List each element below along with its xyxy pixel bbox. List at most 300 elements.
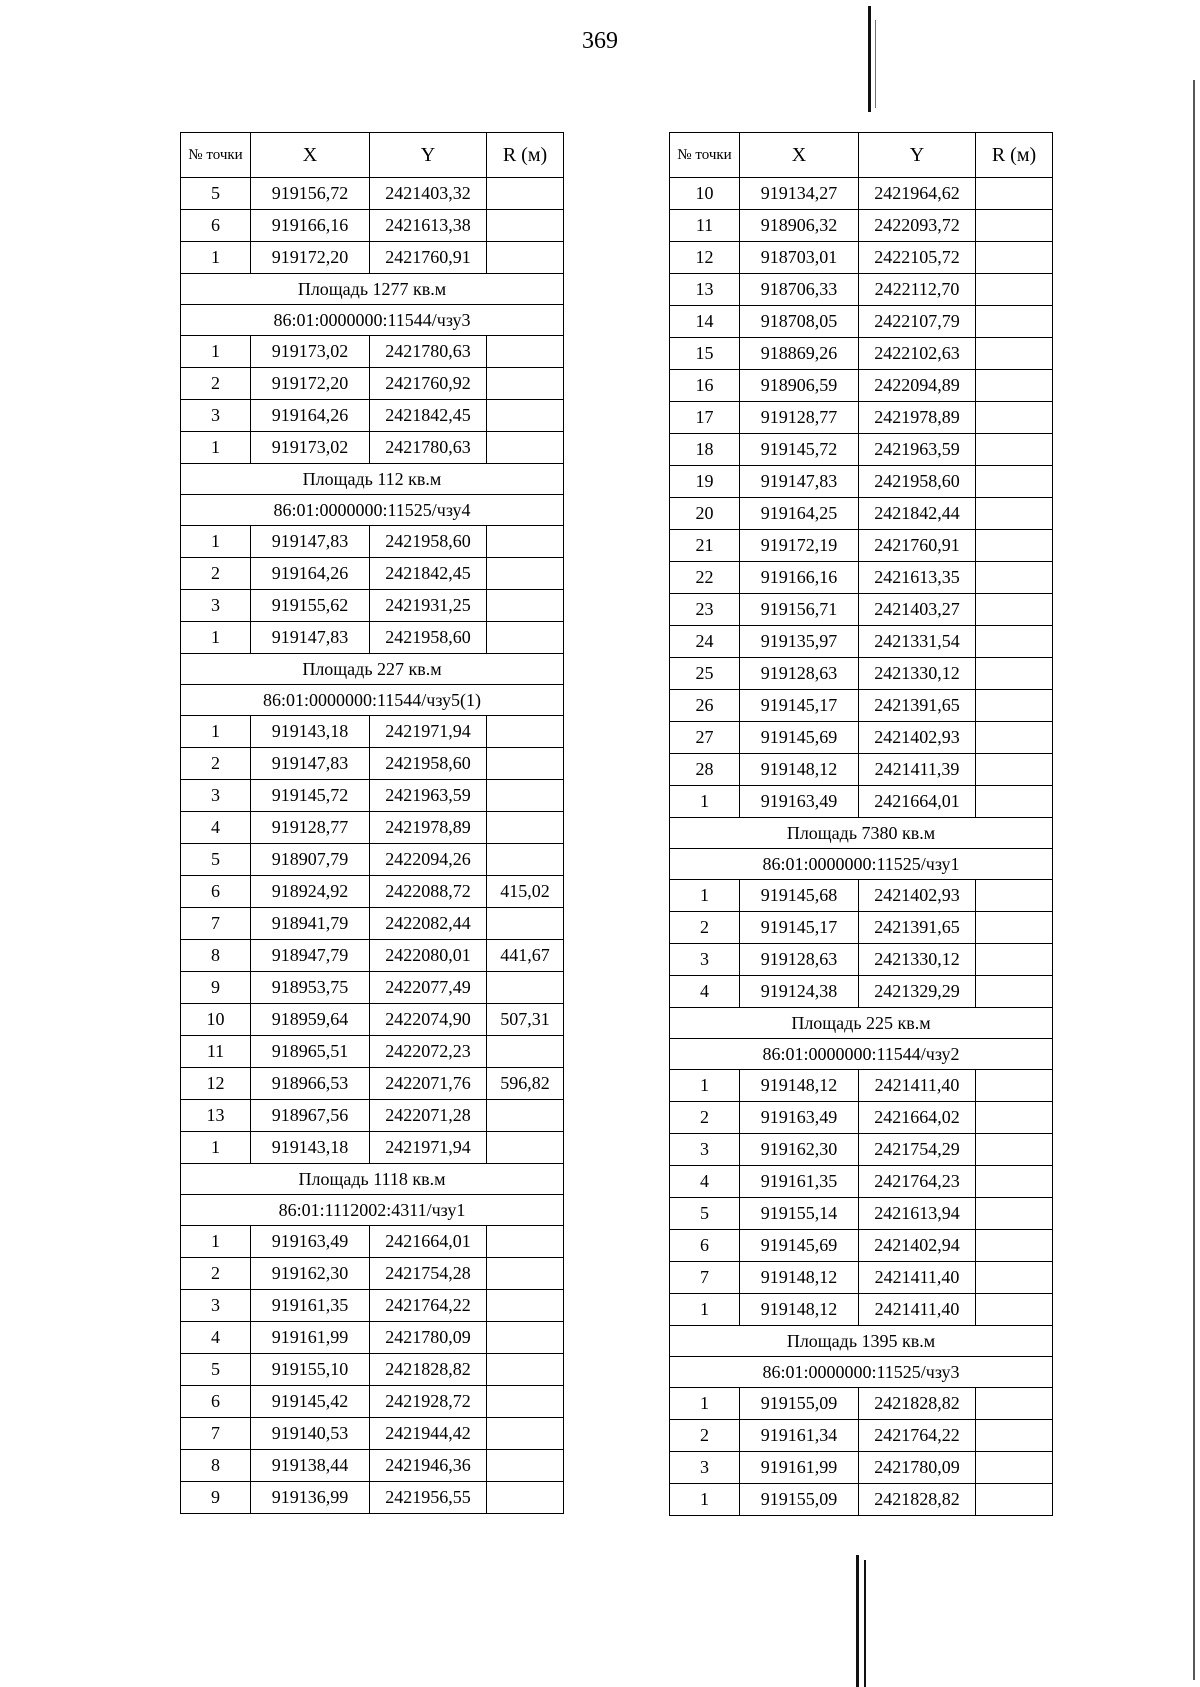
point-number-cell: 19 xyxy=(670,466,740,498)
y-coordinate-cell: 2421963,59 xyxy=(370,780,487,812)
table-row xyxy=(670,1452,1053,1484)
section-caption-row xyxy=(670,1008,1053,1039)
y-coordinate-cell: 2421780,09 xyxy=(370,1322,487,1354)
point-number-cell: 6 xyxy=(181,210,251,242)
radius-cell xyxy=(976,658,1053,690)
point-number-cell: 1 xyxy=(670,1484,740,1516)
binding-rule-bottom xyxy=(856,1555,859,1687)
table-row xyxy=(181,780,564,812)
table-row xyxy=(181,558,564,590)
radius-cell xyxy=(976,210,1053,242)
x-coordinate-cell: 919162,30 xyxy=(251,1258,370,1290)
point-number-cell: 4 xyxy=(181,812,251,844)
table-row xyxy=(670,658,1053,690)
x-coordinate-cell: 918959,64 xyxy=(251,1004,370,1036)
point-number-cell: 3 xyxy=(670,1134,740,1166)
table-row xyxy=(670,976,1053,1008)
point-number-cell: 2 xyxy=(670,912,740,944)
x-coordinate-cell: 918906,32 xyxy=(740,210,859,242)
section-caption-row xyxy=(181,685,564,716)
x-coordinate-cell: 919147,83 xyxy=(251,622,370,654)
table-row xyxy=(670,1484,1053,1516)
table-row xyxy=(181,1450,564,1482)
y-coordinate-cell: 2421842,45 xyxy=(370,558,487,590)
x-coordinate-cell: 919155,09 xyxy=(740,1484,859,1516)
y-coordinate-cell: 2421411,39 xyxy=(859,754,976,786)
point-number-cell: 20 xyxy=(670,498,740,530)
radius-cell xyxy=(976,306,1053,338)
x-coordinate-cell: 919161,99 xyxy=(740,1452,859,1484)
point-number-cell: 2 xyxy=(181,368,251,400)
radius-cell xyxy=(487,972,564,1004)
x-coordinate-cell: 919124,38 xyxy=(740,976,859,1008)
radius-cell xyxy=(976,1420,1053,1452)
table-row xyxy=(181,1482,564,1514)
y-coordinate-cell: 2421928,72 xyxy=(370,1386,487,1418)
point-number-cell: 8 xyxy=(181,1450,251,1482)
radius-cell xyxy=(976,754,1053,786)
radius-header: R (м) xyxy=(976,133,1053,178)
point-number-cell: 3 xyxy=(181,780,251,812)
radius-cell xyxy=(976,1134,1053,1166)
binding-rule-bottom-secondary xyxy=(864,1560,866,1687)
y-coordinate-cell: 2422071,76 xyxy=(370,1068,487,1100)
radius-cell: 507,31 xyxy=(487,1004,564,1036)
x-coordinate-cell: 919147,83 xyxy=(251,526,370,558)
point-number-cell: 5 xyxy=(670,1198,740,1230)
point-number-cell: 1 xyxy=(670,1388,740,1420)
y-coordinate-cell: 2421764,22 xyxy=(370,1290,487,1322)
x-coordinate-cell: 919147,83 xyxy=(251,748,370,780)
x-coordinate-cell: 919161,35 xyxy=(740,1166,859,1198)
point-number-cell: 14 xyxy=(670,306,740,338)
radius-cell xyxy=(976,1230,1053,1262)
x-coordinate-cell: 918907,79 xyxy=(251,844,370,876)
table-row xyxy=(181,1100,564,1132)
point-number-cell: 9 xyxy=(181,972,251,1004)
section-caption: 86:01:0000000:11525/чзу1 xyxy=(670,849,1053,880)
radius-cell xyxy=(487,210,564,242)
binding-rule-top xyxy=(868,6,871,112)
radius-cell xyxy=(976,1166,1053,1198)
radius-cell xyxy=(976,498,1053,530)
point-number-cell: 10 xyxy=(181,1004,251,1036)
table-row xyxy=(181,622,564,654)
radius-cell xyxy=(976,434,1053,466)
y-coordinate-cell: 2422071,28 xyxy=(370,1100,487,1132)
section-caption-row xyxy=(670,1039,1053,1070)
table-row xyxy=(181,1068,564,1100)
radius-cell xyxy=(487,748,564,780)
table-row xyxy=(670,498,1053,530)
table-row xyxy=(181,526,564,558)
point-number-cell: 18 xyxy=(670,434,740,466)
radius-cell xyxy=(487,1450,564,1482)
point-number-cell: 25 xyxy=(670,658,740,690)
point-number-header: № точки xyxy=(670,133,740,178)
section-caption-row xyxy=(181,495,564,526)
y-coordinate-cell: 2422094,26 xyxy=(370,844,487,876)
x-coordinate-cell: 919164,26 xyxy=(251,400,370,432)
x-coordinate-cell: 919156,71 xyxy=(740,594,859,626)
radius-cell xyxy=(487,526,564,558)
x-coordinate-cell: 918941,79 xyxy=(251,908,370,940)
radius-cell xyxy=(976,562,1053,594)
y-coordinate-cell: 2422105,72 xyxy=(859,242,976,274)
point-number-cell: 12 xyxy=(670,242,740,274)
x-coordinate-cell: 919173,02 xyxy=(251,432,370,464)
x-coordinate-cell: 919148,12 xyxy=(740,1262,859,1294)
x-coordinate-cell: 919164,26 xyxy=(251,558,370,590)
section-caption-row xyxy=(181,274,564,305)
point-number-cell: 8 xyxy=(181,940,251,972)
table-row xyxy=(670,912,1053,944)
table-row xyxy=(670,338,1053,370)
table-row xyxy=(181,1132,564,1164)
x-coordinate-cell: 919135,97 xyxy=(740,626,859,658)
point-number-cell: 2 xyxy=(181,1258,251,1290)
y-coordinate-cell: 2421754,29 xyxy=(859,1134,976,1166)
radius-cell xyxy=(487,178,564,210)
y-header: Y xyxy=(370,133,487,178)
x-coordinate-cell: 919143,18 xyxy=(251,716,370,748)
x-coordinate-cell: 919155,10 xyxy=(251,1354,370,1386)
x-coordinate-cell: 919148,12 xyxy=(740,754,859,786)
table-row xyxy=(670,178,1053,210)
point-number-cell: 1 xyxy=(181,716,251,748)
y-coordinate-cell: 2421946,36 xyxy=(370,1450,487,1482)
y-coordinate-cell: 2421764,22 xyxy=(859,1420,976,1452)
radius-cell xyxy=(487,1100,564,1132)
y-coordinate-cell: 2422088,72 xyxy=(370,876,487,908)
point-number-cell: 24 xyxy=(670,626,740,658)
x-coordinate-cell: 919128,77 xyxy=(251,812,370,844)
radius-cell xyxy=(976,1484,1053,1516)
point-number-cell: 1 xyxy=(181,1132,251,1164)
x-coordinate-cell: 919138,44 xyxy=(251,1450,370,1482)
y-coordinate-cell: 2422080,01 xyxy=(370,940,487,972)
section-caption: 86:01:0000000:11525/чзу4 xyxy=(181,495,564,526)
radius-cell xyxy=(976,1102,1053,1134)
y-coordinate-cell: 2421828,82 xyxy=(370,1354,487,1386)
radius-cell xyxy=(487,1226,564,1258)
left-table-body xyxy=(181,178,564,1514)
radius-cell xyxy=(976,1198,1053,1230)
x-coordinate-cell: 919145,68 xyxy=(740,880,859,912)
point-number-cell: 23 xyxy=(670,594,740,626)
table-header-row xyxy=(670,133,1053,178)
point-number-cell: 11 xyxy=(181,1036,251,1068)
point-number-cell: 12 xyxy=(181,1068,251,1100)
y-coordinate-cell: 2421760,92 xyxy=(370,368,487,400)
table-row xyxy=(181,1258,564,1290)
y-coordinate-cell: 2421391,65 xyxy=(859,690,976,722)
x-coordinate-cell: 919148,12 xyxy=(740,1070,859,1102)
point-number-cell: 3 xyxy=(181,590,251,622)
radius-cell xyxy=(487,812,564,844)
y-coordinate-cell: 2421780,63 xyxy=(370,432,487,464)
radius-cell xyxy=(487,590,564,622)
y-coordinate-cell: 2421958,60 xyxy=(370,748,487,780)
radius-header: R (м) xyxy=(487,133,564,178)
binding-rule-top-secondary xyxy=(875,20,876,108)
y-coordinate-cell: 2421958,60 xyxy=(859,466,976,498)
y-coordinate-cell: 2421828,82 xyxy=(859,1484,976,1516)
y-header: Y xyxy=(859,133,976,178)
left-coordinates-table xyxy=(180,132,564,1514)
radius-cell xyxy=(487,844,564,876)
y-coordinate-cell: 2421971,94 xyxy=(370,716,487,748)
point-number-cell: 16 xyxy=(670,370,740,402)
y-coordinate-cell: 2421958,60 xyxy=(370,622,487,654)
point-number-cell: 15 xyxy=(670,338,740,370)
point-number-cell: 5 xyxy=(181,1354,251,1386)
radius-cell xyxy=(976,1388,1053,1420)
y-coordinate-cell: 2421842,44 xyxy=(859,498,976,530)
x-coordinate-cell: 919147,83 xyxy=(740,466,859,498)
radius-cell xyxy=(487,432,564,464)
section-caption-row xyxy=(181,654,564,685)
x-coordinate-cell: 919136,99 xyxy=(251,1482,370,1514)
point-number-cell: 7 xyxy=(670,1262,740,1294)
radius-cell: 415,02 xyxy=(487,876,564,908)
point-number-cell: 1 xyxy=(181,336,251,368)
radius-cell xyxy=(487,368,564,400)
point-number-cell: 4 xyxy=(670,976,740,1008)
point-number-cell: 2 xyxy=(181,558,251,590)
x-coordinate-cell: 919145,72 xyxy=(740,434,859,466)
table-row xyxy=(181,1322,564,1354)
section-caption: 86:01:0000000:11544/чзу2 xyxy=(670,1039,1053,1070)
y-coordinate-cell: 2421411,40 xyxy=(859,1262,976,1294)
radius-cell xyxy=(976,338,1053,370)
section-caption-row xyxy=(670,818,1053,849)
radius-cell xyxy=(487,1036,564,1068)
radius-cell xyxy=(487,558,564,590)
point-number-cell: 3 xyxy=(670,944,740,976)
point-number-cell: 13 xyxy=(181,1100,251,1132)
y-coordinate-cell: 2421329,29 xyxy=(859,976,976,1008)
section-caption: Площадь 225 кв.м xyxy=(670,1008,1053,1039)
y-coordinate-cell: 2421842,45 xyxy=(370,400,487,432)
table-row xyxy=(670,402,1053,434)
x-coordinate-cell: 919172,20 xyxy=(251,368,370,400)
radius-cell xyxy=(976,594,1053,626)
y-coordinate-cell: 2421963,59 xyxy=(859,434,976,466)
table-row xyxy=(181,1290,564,1322)
x-coordinate-cell: 919163,49 xyxy=(740,786,859,818)
table-row xyxy=(670,880,1053,912)
table-row xyxy=(670,530,1053,562)
y-coordinate-cell: 2421664,01 xyxy=(859,786,976,818)
y-coordinate-cell: 2421978,89 xyxy=(859,402,976,434)
radius-cell xyxy=(487,1290,564,1322)
y-coordinate-cell: 2421664,02 xyxy=(859,1102,976,1134)
radius-cell xyxy=(487,622,564,654)
right-table-body xyxy=(670,178,1053,1516)
left-coordinates-table-wrap xyxy=(180,132,564,1514)
right-coordinates-table xyxy=(669,132,1053,1516)
section-caption: 86:01:1112002:4311/чзу1 xyxy=(181,1195,564,1226)
radius-cell xyxy=(487,1132,564,1164)
x-coordinate-cell: 919155,14 xyxy=(740,1198,859,1230)
section-caption: 86:01:0000000:11544/чзу3 xyxy=(181,305,564,336)
table-row xyxy=(670,242,1053,274)
point-number-header: № точки xyxy=(181,133,251,178)
y-coordinate-cell: 2421956,55 xyxy=(370,1482,487,1514)
table-row xyxy=(670,690,1053,722)
table-row xyxy=(181,1386,564,1418)
x-coordinate-cell: 919156,72 xyxy=(251,178,370,210)
table-row xyxy=(181,1226,564,1258)
y-coordinate-cell: 2421828,82 xyxy=(859,1388,976,1420)
table-row xyxy=(181,748,564,780)
table-row xyxy=(181,400,564,432)
y-coordinate-cell: 2421664,01 xyxy=(370,1226,487,1258)
x-coordinate-cell: 919172,20 xyxy=(251,242,370,274)
table-row xyxy=(670,786,1053,818)
section-caption: Площадь 227 кв.м xyxy=(181,654,564,685)
x-coordinate-cell: 919155,09 xyxy=(740,1388,859,1420)
y-coordinate-cell: 2421971,94 xyxy=(370,1132,487,1164)
section-caption: Площадь 1277 кв.м xyxy=(181,274,564,305)
radius-cell xyxy=(976,178,1053,210)
x-coordinate-cell: 918924,92 xyxy=(251,876,370,908)
x-coordinate-cell: 918906,59 xyxy=(740,370,859,402)
point-number-cell: 9 xyxy=(181,1482,251,1514)
table-row xyxy=(181,210,564,242)
y-coordinate-cell: 2421780,09 xyxy=(859,1452,976,1484)
section-caption-row xyxy=(181,1195,564,1226)
x-coordinate-cell: 918966,53 xyxy=(251,1068,370,1100)
x-coordinate-cell: 919172,19 xyxy=(740,530,859,562)
table-row xyxy=(181,178,564,210)
radius-cell xyxy=(487,336,564,368)
table-row xyxy=(670,1230,1053,1262)
y-coordinate-cell: 2422077,49 xyxy=(370,972,487,1004)
y-coordinate-cell: 2421764,23 xyxy=(859,1166,976,1198)
section-caption: Площадь 7380 кв.м xyxy=(670,818,1053,849)
radius-cell xyxy=(976,690,1053,722)
radius-cell xyxy=(976,402,1053,434)
y-coordinate-cell: 2422074,90 xyxy=(370,1004,487,1036)
x-coordinate-cell: 919161,99 xyxy=(251,1322,370,1354)
radius-cell xyxy=(976,722,1053,754)
table-row xyxy=(670,306,1053,338)
radius-cell xyxy=(976,1294,1053,1326)
x-coordinate-cell: 919161,35 xyxy=(251,1290,370,1322)
section-caption: Площадь 1395 кв.м xyxy=(670,1326,1053,1357)
point-number-cell: 26 xyxy=(670,690,740,722)
y-coordinate-cell: 2421978,89 xyxy=(370,812,487,844)
point-number-cell: 2 xyxy=(181,748,251,780)
x-coordinate-cell: 918706,33 xyxy=(740,274,859,306)
point-number-cell: 3 xyxy=(181,1290,251,1322)
y-coordinate-cell: 2421411,40 xyxy=(859,1294,976,1326)
y-coordinate-cell: 2421964,62 xyxy=(859,178,976,210)
x-coordinate-cell: 919155,62 xyxy=(251,590,370,622)
radius-cell xyxy=(976,242,1053,274)
radius-cell xyxy=(976,1262,1053,1294)
y-coordinate-cell: 2421613,35 xyxy=(859,562,976,594)
point-number-cell: 13 xyxy=(670,274,740,306)
x-coordinate-cell: 919173,02 xyxy=(251,336,370,368)
x-coordinate-cell: 919145,17 xyxy=(740,912,859,944)
point-number-cell: 10 xyxy=(670,178,740,210)
x-coordinate-cell: 919164,25 xyxy=(740,498,859,530)
radius-cell xyxy=(976,274,1053,306)
point-number-cell: 1 xyxy=(181,1226,251,1258)
radius-cell xyxy=(976,944,1053,976)
section-caption: 86:01:0000000:11525/чзу3 xyxy=(670,1357,1053,1388)
x-coordinate-cell: 918703,01 xyxy=(740,242,859,274)
point-number-cell: 22 xyxy=(670,562,740,594)
y-coordinate-cell: 2421403,27 xyxy=(859,594,976,626)
radius-cell xyxy=(487,1354,564,1386)
table-row xyxy=(670,722,1053,754)
y-coordinate-cell: 2422094,89 xyxy=(859,370,976,402)
point-number-cell: 17 xyxy=(670,402,740,434)
table-row xyxy=(181,1354,564,1386)
radius-cell xyxy=(487,242,564,274)
point-number-cell: 1 xyxy=(181,242,251,274)
x-coordinate-cell: 918967,56 xyxy=(251,1100,370,1132)
x-coordinate-cell: 919166,16 xyxy=(251,210,370,242)
y-coordinate-cell: 2421931,25 xyxy=(370,590,487,622)
point-number-cell: 4 xyxy=(670,1166,740,1198)
x-coordinate-cell: 919148,12 xyxy=(740,1294,859,1326)
table-row xyxy=(181,368,564,400)
y-coordinate-cell: 2421403,32 xyxy=(370,178,487,210)
table-header-row xyxy=(181,133,564,178)
x-coordinate-cell: 919145,42 xyxy=(251,1386,370,1418)
table-row xyxy=(181,940,564,972)
table-row xyxy=(670,626,1053,658)
x-coordinate-cell: 919162,30 xyxy=(740,1134,859,1166)
y-coordinate-cell: 2421613,94 xyxy=(859,1198,976,1230)
table-row xyxy=(181,336,564,368)
radius-cell xyxy=(976,530,1053,562)
point-number-cell: 11 xyxy=(670,210,740,242)
radius-cell xyxy=(976,880,1053,912)
table-row xyxy=(181,590,564,622)
point-number-cell: 1 xyxy=(670,1294,740,1326)
y-coordinate-cell: 2421330,12 xyxy=(859,658,976,690)
table-row xyxy=(181,812,564,844)
x-coordinate-cell: 919163,49 xyxy=(251,1226,370,1258)
y-coordinate-cell: 2421330,12 xyxy=(859,944,976,976)
table-row xyxy=(181,908,564,940)
radius-cell xyxy=(976,1452,1053,1484)
radius-cell xyxy=(976,786,1053,818)
radius-cell xyxy=(487,1386,564,1418)
x-header: X xyxy=(740,133,859,178)
radius-cell xyxy=(976,466,1053,498)
point-number-cell: 5 xyxy=(181,844,251,876)
table-row xyxy=(670,1294,1053,1326)
x-coordinate-cell: 919128,63 xyxy=(740,944,859,976)
radius-cell xyxy=(487,1482,564,1514)
point-number-cell: 2 xyxy=(670,1102,740,1134)
x-coordinate-cell: 918947,79 xyxy=(251,940,370,972)
point-number-cell: 7 xyxy=(181,1418,251,1450)
y-coordinate-cell: 2422102,63 xyxy=(859,338,976,370)
section-caption-row xyxy=(181,464,564,495)
y-coordinate-cell: 2421944,42 xyxy=(370,1418,487,1450)
table-row xyxy=(670,1388,1053,1420)
radius-cell xyxy=(976,626,1053,658)
x-coordinate-cell: 919143,18 xyxy=(251,1132,370,1164)
